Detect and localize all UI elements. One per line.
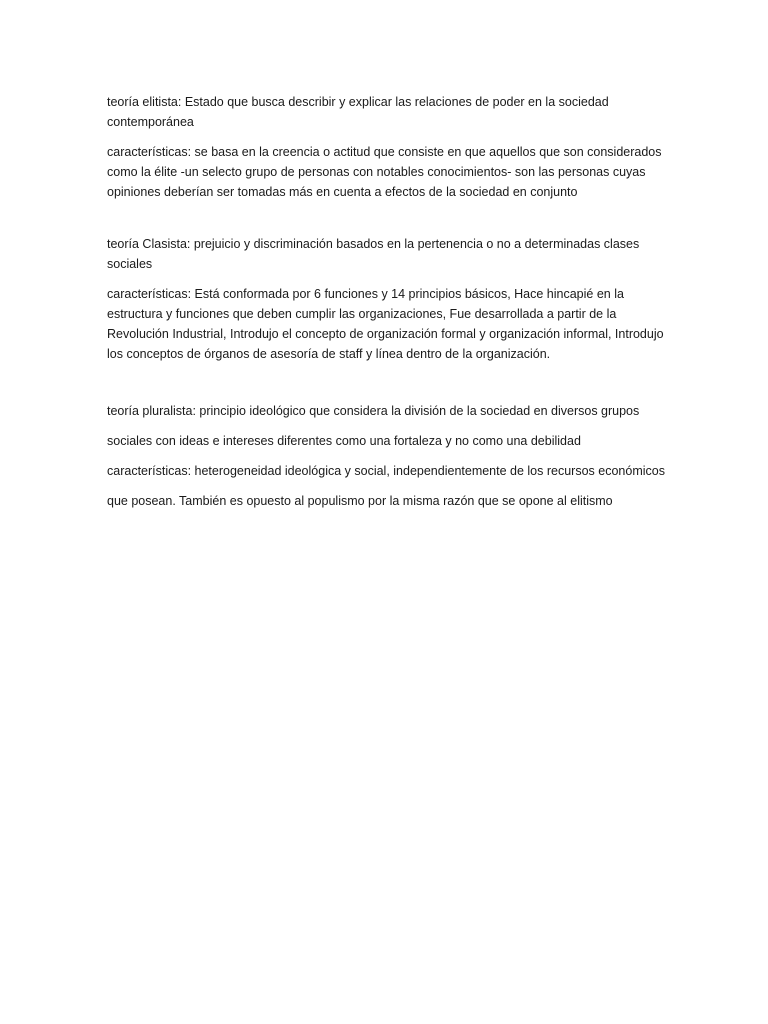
pluralist-theory-characteristics: características: heterogeneidad ideológica y social, independientemente de los recursos económicos que posean. También es opuesto al populismo por la misma razón que se opone al elitismo	[107, 464, 665, 508]
spacer	[107, 274, 669, 284]
pluralist-theory-definition: teoría pluralista: principio ideológico que considera la división de la sociedad en diversos grupos sociales con ideas e intereses diferentes como una fortaleza y no como una debilidad	[107, 404, 640, 448]
elitist-theory-definition: teoría elitista: Estado que busca describir y explicar las relaciones de poder en la sociedad contemporánea	[107, 95, 609, 129]
elitist-theory-characteristics: características: se basa en la creencia o actitud que consiste en que aquellos que son considerados como la élite -un selecto grupo de personas con notables conocimientos- son las personas cuyas opiniones deberían ser tomadas más en cuenta a efectos de la sociedad en conjunto	[107, 145, 662, 199]
document-page	[107, 92, 669, 516]
classist-theory-definition: teoría Clasista: prejuicio y discriminación basados en la pertenencia o no a determinadas clases sociales	[107, 237, 640, 271]
spacer	[107, 364, 669, 396]
spacer	[107, 132, 669, 142]
spacer	[107, 202, 669, 234]
classist-theory-characteristics: características: Está conformada por 6 funciones y 14 principios básicos, Hace hincapié en la estructura y funciones que deben cumplir las organizaciones, Fue desarrollada a partir de la Revolución Industrial, Introdujo el concepto de organización formal y organización informal, Introdujo los conceptos de órganos de asesoría de staff y línea dentro de la organización.	[107, 287, 664, 361]
